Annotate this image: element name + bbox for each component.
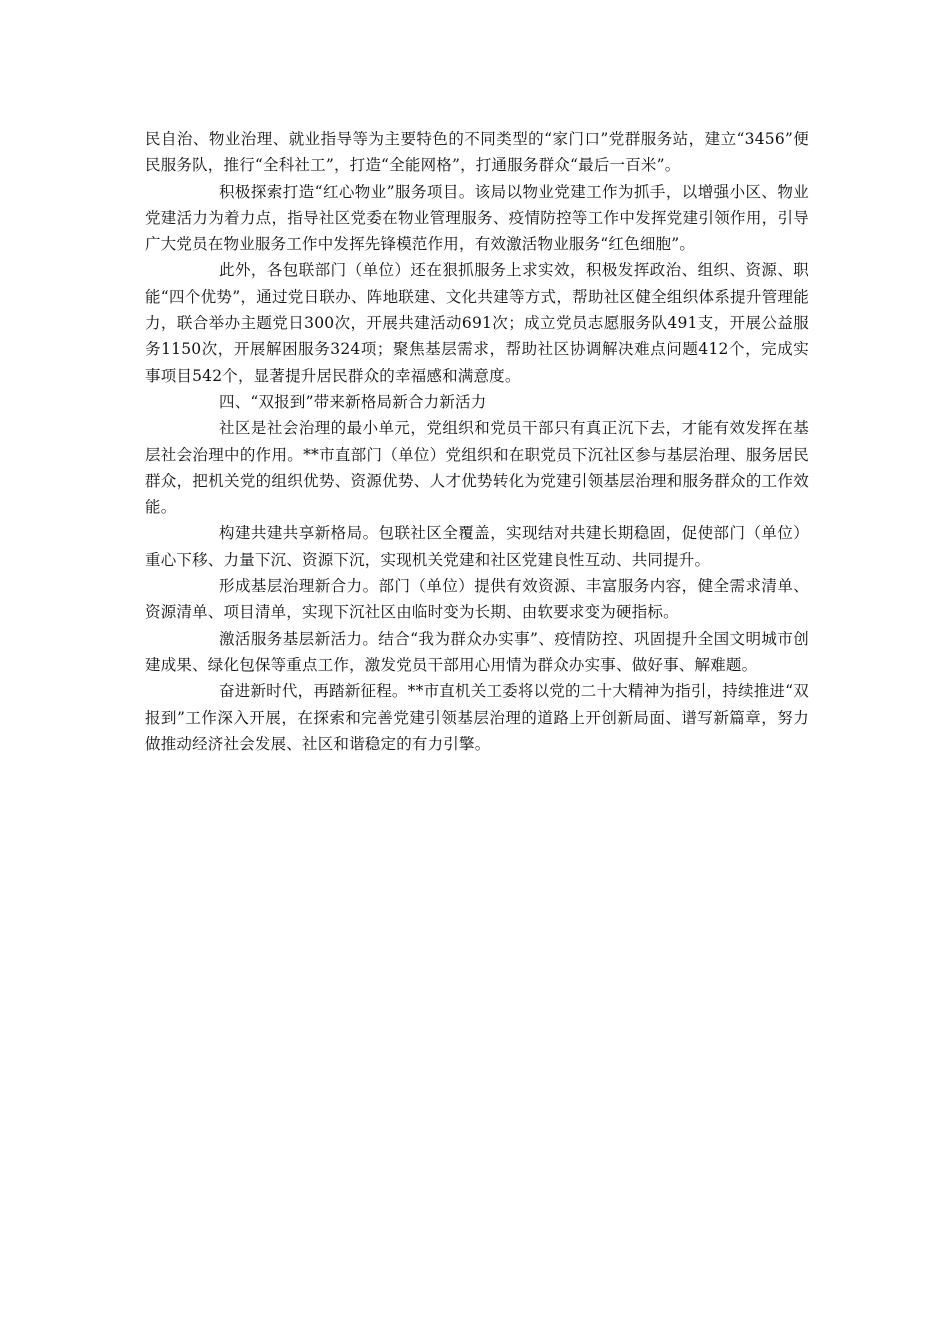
paragraph-conclusion: 奋进新时代，再踏新征程。**市直机关工委将以党的二十大精神为指引，持续推进“双报到”工作深入开展，在探索和完善党建引领基层治理的道路上开创新局面、谱写新篇章，努力做推动经济社会发展、社区和谐稳定的有力引擎。: [145, 682, 809, 753]
paragraph-new-vitality: 激活服务基层新活力。结合“我为群众办实事”、疫情防控、巩固提升全国文明城市创建成果、绿化包保等重点工作，激发党员干部用心用情为群众办实事、做好事、解难题。: [145, 629, 809, 674]
section-heading-four: 四、“双报到”带来新格局新合力新活力: [219, 392, 487, 411]
document-body: [145, 126, 809, 757]
paragraph-community-governance: 社区是社会治理的最小单元，党组织和党员干部只有真正沉下去，才能有效发挥在基层社会治理中的作用。**市直部门（单位）党组织和在职党员下沉社区参与基层治理、服务居民群众，把机关党的组织优势、资源优势、人才优势转化为党建引领基层治理和服务群众的工作效能。: [145, 419, 809, 517]
paragraph-continuation: 民自治、物业治理、就业指导等为主要特色的不同类型的“家门口”党群服务站，建立“3456”便民服务队，推行“全科社工”，打造“全能网格”，打通服务群众“最后一百米”。: [145, 130, 809, 175]
paragraph-new-pattern: 构建共建共享新格局。包联社区全覆盖，实现结对共建长期稳固，促使部门（单位）重心下移、力量下沉、资源下沉，实现机关党建和社区党建良性互动、共同提升。: [145, 524, 809, 569]
paragraph-red-heart-property: 积极探索打造“红心物业”服务项目。该局以物业党建工作为抓手，以增强小区、物业党建活力为着力点，指导社区党委在物业管理服务、疫情防控等工作中发挥党建引领作用，引导广大党员在物业服务工作中发挥先锋模范作用，有效激活物业服务“红色细胞”。: [145, 182, 809, 254]
paragraph-new-synergy: 形成基层治理新合力。部门（单位）提供有效资源、丰富服务内容，健全需求清单、资源清单、项目清单，实现下沉社区由临时变为长期、由软要求变为硬指标。: [145, 577, 809, 622]
paragraph-four-advantages: 此外，各包联部门（单位）还在狠抓服务上求实效，积极发挥政治、组织、资源、职能“四个优势”，通过党日联办、阵地联建、文化共建等方式，帮助社区健全组织体系提升管理能力，联合举办主题党日300次，开展共建活动691次；成立党员志愿服务队491支，开展公益服务1150次，开展解困服务324项；聚焦基层需求，帮助社区协调解决难点问题412个，完成实事项目542个，显著提升居民群众的幸福感和满意度。: [145, 261, 809, 385]
